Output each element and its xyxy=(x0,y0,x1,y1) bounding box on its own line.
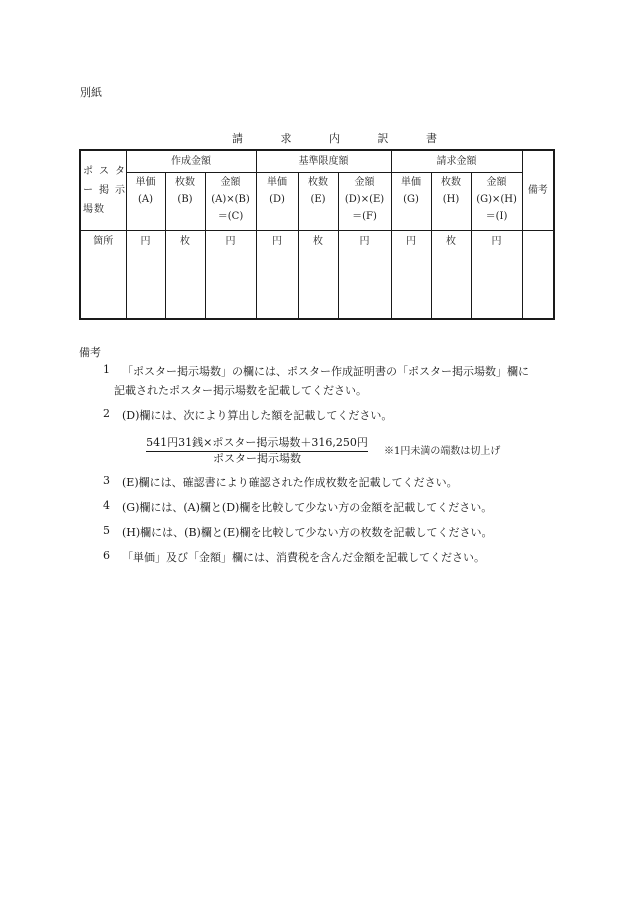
formula-footnote: ※1円未満の端数は切上げ xyxy=(384,446,501,457)
unit-cell: 枚 xyxy=(431,231,471,320)
posters-header-line: 場数 xyxy=(83,204,105,215)
posters-header-line: ー掲示 xyxy=(83,185,131,196)
note-text: (D)欄には、次により算出した額を記載してください。 xyxy=(122,409,393,422)
posters-header-line: ポスタ xyxy=(83,166,131,177)
attachment-label: 別紙 xyxy=(80,86,102,99)
note-number: 4 xyxy=(103,499,110,512)
note-text: (E)欄には、確認書により確認された作成枚数を記載してください。 xyxy=(122,476,458,489)
note-text: 記載されたポスター掲示場数を記載してください。 xyxy=(114,384,367,397)
group-header-creation-amount: 作成金額 xyxy=(126,150,256,173)
unit-cell: 円 xyxy=(205,231,256,320)
subheader-unit-price-g: 単価 (G) xyxy=(391,173,431,231)
document-title: 請 求 内 訳 書 xyxy=(232,132,454,145)
notes-heading: 備考 xyxy=(79,346,101,359)
unit-cell: 枚 xyxy=(165,231,205,320)
subheader-amount-c: 金額 (A)×(B) ＝(C) xyxy=(205,173,256,231)
remarks-column-header: 備考 xyxy=(522,150,554,231)
group-header-standard-limit: 基準限度額 xyxy=(256,150,391,173)
unit-cell: 枚 xyxy=(298,231,338,320)
unit-cell: 円 xyxy=(471,231,522,320)
remarks-cell xyxy=(522,231,554,320)
subheader-unit-price-a: 単価 (A) xyxy=(126,173,165,231)
posters-count-header xyxy=(80,150,131,231)
unit-cell: 円 xyxy=(391,231,431,320)
subheader-amount-i: 金額 (G)×(H) ＝(I) xyxy=(471,173,522,231)
subheader-count-e: 枚数 (E) xyxy=(298,173,338,231)
unit-cell: 箇所 xyxy=(80,231,126,320)
note-number: 5 xyxy=(103,524,110,537)
note-number: 6 xyxy=(103,549,110,562)
unit-cell: 円 xyxy=(338,231,391,320)
unit-cell: 円 xyxy=(126,231,165,320)
note-number: 3 xyxy=(103,474,110,487)
note-number: 2 xyxy=(103,407,110,420)
group-header-claim-amount: 請求金額 xyxy=(391,150,522,173)
note-text: 「ポスター掲示場数」の欄には、ポスター作成証明書の「ポスター掲示場数」欄に xyxy=(122,365,529,378)
unit-cell: 円 xyxy=(256,231,298,320)
subheader-unit-price-d: 単価 (D) xyxy=(256,173,298,231)
subheader-count-b: 枚数 (B) xyxy=(165,173,205,231)
formula-denominator: ポスター掲示場数 xyxy=(213,452,301,465)
subheader-count-h: 枚数 (H) xyxy=(431,173,471,231)
note-number: 1 xyxy=(103,363,110,376)
note-text: (H)欄には、(B)欄と(E)欄を比較して少ない方の枚数を記載してください。 xyxy=(122,526,493,539)
table-row xyxy=(80,231,554,320)
subheader-amount-f: 金額 (D)×(E) ＝(F) xyxy=(338,173,391,231)
formula-numerator: 541円31銭×ポスター掲示場数＋316,250円 xyxy=(146,434,368,452)
invoice-breakdown-table xyxy=(79,149,555,320)
note-text: 「単価」及び「金額」欄には、消費税を含んだ金額を記載してください。 xyxy=(122,551,485,564)
note-text: (G)欄には、(A)欄と(D)欄を比較して少ない方の金額を記載してください。 xyxy=(122,501,493,514)
